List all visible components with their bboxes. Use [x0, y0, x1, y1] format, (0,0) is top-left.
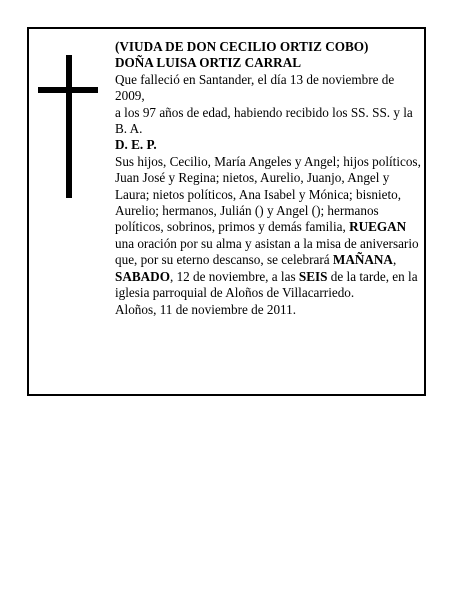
location-text: de la tarde, en la iglesia parroquial de Aloños de Villacarriedo. [115, 268, 418, 301]
obituary-text [115, 39, 423, 318]
prayer-text: una oración por su alma y asistan a la misa de aniversario que, por su eterno descanso, se celebrará [115, 235, 419, 268]
widow-of: (VIUDA DE DON CECILIO ORTIZ COBO) [115, 39, 369, 54]
family-paragraph [115, 154, 423, 302]
dep-label: D. E. P. [115, 137, 157, 153]
cross-icon [66, 55, 72, 198]
ruegan-label: RUEGAN [349, 219, 407, 235]
obituary-notice [27, 27, 426, 396]
signoff: Aloños, 11 de noviembre de 2011. [115, 301, 297, 317]
family-text: Sus hijos, Cecilio, María Angeles y Angel; hijos políticos, Juan José y Regina; nietos, Aurelio, Juanjo, Angel y Laura; nietos políticos, Ana Isabel y Mónica; bisnieto, Aurelio; hermanos, Julián () y Angel (); hermanos políticos, sobrinos, primos y demás familia, [115, 153, 421, 235]
sabado-label: SABADO [115, 268, 170, 284]
death-line: Que falleció en Santander, el día 13 de noviembre de 2009, [115, 71, 395, 104]
comma-separator: , [392, 252, 397, 268]
date-time-text: , 12 de noviembre, a las [169, 268, 299, 284]
seis-label: SEIS [298, 268, 328, 284]
deceased-name: DOÑA LUISA ORTIZ CARRAL [115, 55, 302, 71]
age-line: a los 97 años de edad, habiendo recibido los SS. SS. y la B. A. [115, 104, 413, 137]
cross-icon-bar [38, 87, 98, 93]
manana-label: MAÑANA [332, 252, 393, 268]
